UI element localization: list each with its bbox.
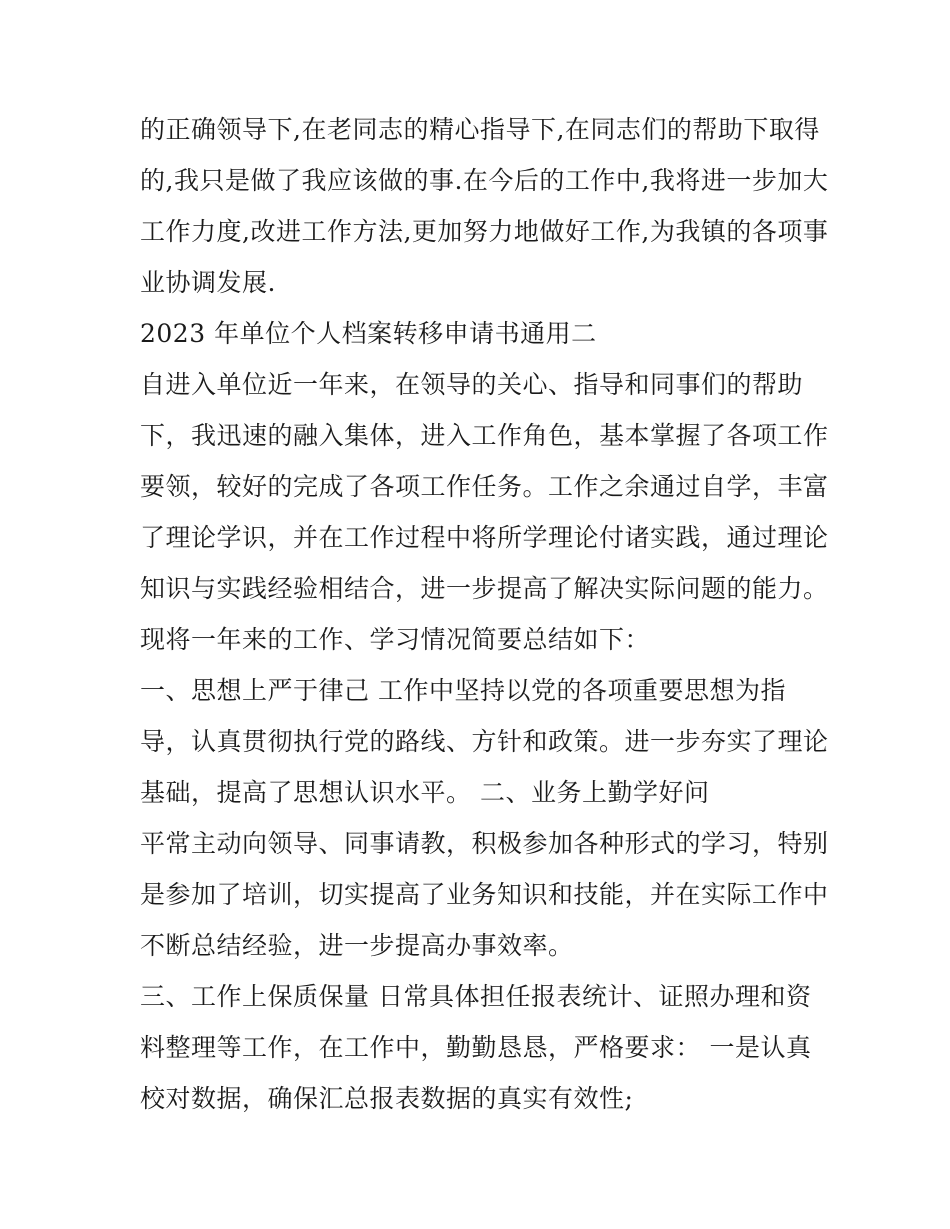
paragraph-line: 的,我只是做了我应该做的事.在今后的工作中,我将进一步加大 [140,166,829,195]
paragraph-line: 现将一年来的工作、学习情况简要总结如下： [140,625,651,654]
paragraph-line: 的正确领导下,在老同志的精心指导下,在同志们的帮助下取得 [140,115,820,144]
paragraph-line: 三、工作上保质保量 日常具体担任报表统计、证照办理和资 [140,982,812,1011]
paragraph-line: 要领，较好的完成了各项工作任务。工作之余通过自学，丰富 [140,472,829,501]
paragraph-line: 业协调发展. [140,268,276,297]
paragraph-line: 平常主动向领导、同事请教，积极参加各种形式的学习，特别 [140,829,829,858]
paragraph-line: 校对数据，确保汇总报表数据的真实有效性; [140,1084,634,1113]
paragraph-line: 基础，提高了思想认识水平。 二、业务上勤学好问 [140,778,710,807]
paragraph-line: 下，我迅速的融入集体，进入工作角色，基本掌握了各项工作 [140,421,829,450]
paragraph-line: 工作力度,改进工作方法,更加努力地做好工作,为我镇的各项事 [140,217,829,246]
paragraph-line: 料整理等工作，在工作中，勤勤恳恳，严格要求： 一是认真 [140,1033,812,1062]
paragraph-line: 是参加了培训，切实提高了业务知识和技能，并在实际工作中 [140,880,829,909]
paragraph-line: 自进入单位近一年来，在领导的关心、指导和同事们的帮助 [140,370,804,399]
paragraph-line: 导，认真贯彻执行党的路线、方针和政策。进一步夯实了理论 [140,727,829,756]
paragraph-line: 了理论学识，并在工作过程中将所学理论付诸实践，通过理论 [140,523,829,552]
paragraph-line: 一、思想上严于律己 工作中坚持以党的各项重要思想为指 [140,676,786,705]
section-heading: 2023 年单位个人档案转移申请书通用二 [140,319,597,348]
paragraph-line: 知识与实践经验相结合，进一步提高了解决实际问题的能力。 [140,574,829,603]
paragraph-line: 不断总结经验，进一步提高办事效率。 [140,931,574,960]
